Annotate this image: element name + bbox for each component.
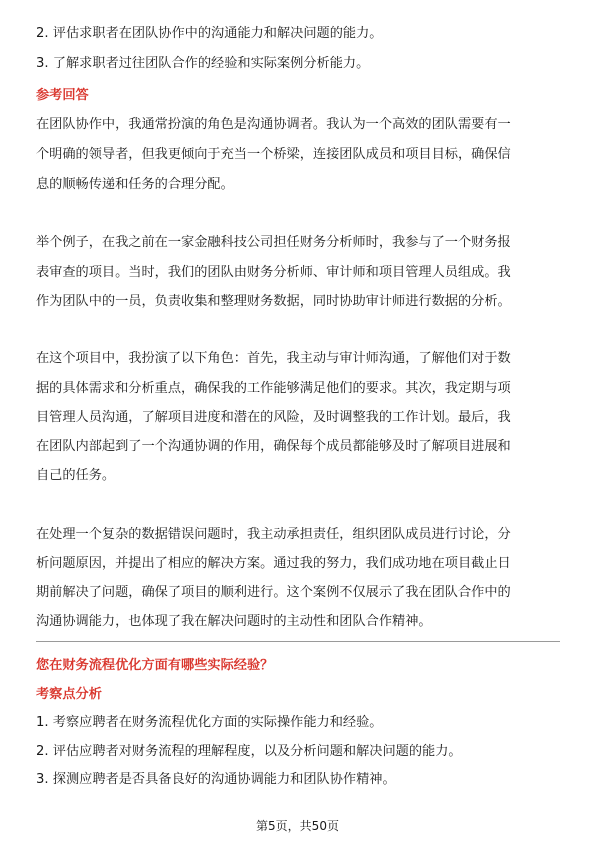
answer-p2-line2: 表审查的项目。当时，我们的团队由财务分析师、审计师和项目管理人员组成。我 [36,265,511,280]
answer-p1-line1: 在团队协作中，我通常扮演的角色是沟通协调者。我认为一个高效的团队需要有一 [36,117,511,132]
page-number-footer: 第5页，共50页 [256,819,339,833]
answer-p4-line1: 在处理一个复杂的数据错误问题时，我主动承担责任，组织团队成员进行讨论，分 [36,527,511,542]
answer-p1-line3: 息的顺畅传递和任务的合理分配。 [36,177,234,192]
answer-p3-line2: 据的具体需求和分析重点，确保我的工作能够满足他们的要求。其次，我定期与项 [36,381,511,396]
section-divider [36,641,560,642]
answer-p3-line1: 在这个项目中，我扮演了以下角色：首先，我主动与审计师沟通，了解他们对于数 [36,351,511,366]
answer-p4-line4: 沟通协调能力，也体现了我在解决问题时的主动性和团队合作精神。 [36,614,432,629]
analysis-item-1: 1. 考察应聘者在财务流程优化方面的实际操作能力和经验。 [36,715,383,730]
answer-p4-line3: 期前解决了问题，确保了项目的顺利进行。这个案例不仅展示了我在团队合作中的 [36,585,511,600]
answer-p2-line1: 举个例子，在我之前在一家金融科技公司担任财务分析师时，我参与了一个财务报 [36,235,511,250]
answer-p2-line3: 作为团队中的一员，负责收集和整理财务数据，同时协助审计师进行数据的分析。 [36,294,511,309]
criteria-item-3: 3. 了解求职者过往团队合作的经验和实际案例分析能力。 [36,56,370,71]
answer-p3-line5: 自己的任务。 [36,468,116,483]
answer-p3-line3: 目管理人员沟通，了解项目进度和潜在的风险，及时调整我的工作计划。最后，我 [36,410,511,425]
analysis-item-2: 2. 评估应聘者对财务流程的理解程度，以及分析问题和解决问题的能力。 [36,744,462,759]
analysis-item-3: 3. 探测应聘者是否具备良好的沟通协调能力和团队协作精神。 [36,772,396,787]
answer-heading: 参考回答 [36,88,89,103]
answer-p3-line4: 在团队内部起到了一个沟通协调的作用，确保每个成员都能够及时了解项目进展和 [36,439,511,454]
analysis-heading: 考察点分析 [36,687,102,702]
criteria-item-2: 2. 评估求职者在团队协作中的沟通能力和解决问题的能力。 [36,26,383,41]
answer-p4-line2: 析问题原因，并提出了相应的解决方案。通过我的努力，我们成功地在项目截止日 [36,556,511,571]
question-heading: 您在财务流程优化方面有哪些实际经验？ [36,658,274,673]
answer-p1-line2: 个明确的领导者，但我更倾向于充当一个桥梁，连接团队成员和项目目标，确保信 [36,147,511,162]
